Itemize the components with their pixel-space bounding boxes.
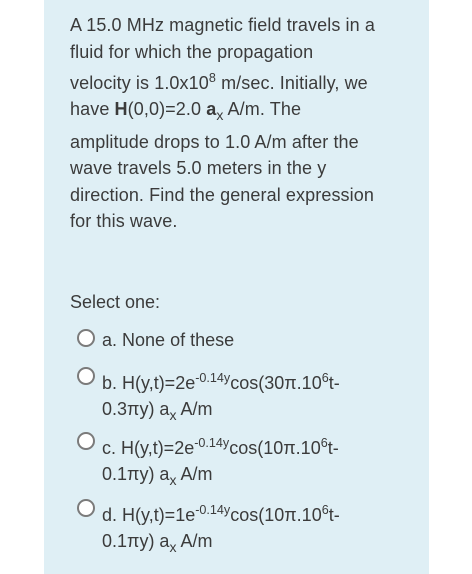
question-line: velocity is $1.0x10^8$ m/sec. Initially, we	[70, 71, 368, 93]
radio-button-c[interactable]	[77, 432, 95, 450]
radio-button-a[interactable]	[77, 329, 95, 347]
radio-button-d[interactable]	[77, 499, 95, 517]
option-a-label: a. None of these	[102, 330, 235, 350]
radio-button-b[interactable]	[77, 367, 95, 385]
question-line: amplitude drops to 1.0 A/m after the	[70, 131, 359, 152]
question-line: for this wave.	[70, 211, 178, 232]
question-line: wave travels 5.0 meters in the y	[70, 158, 327, 179]
option-c-label: c. $H(y,t)=2e^{-0.14y}\cos(10\pi.10^6t-$ 0.1πy) $a_x$ A/m	[102, 436, 339, 488]
question-line: direction. Find the general expression	[70, 184, 374, 205]
question-line: fluid for which the propagation	[70, 41, 314, 62]
question-text	[70, 12, 420, 235]
question-line: A 15.0 MHz magnetic field travels in a	[70, 15, 375, 35]
option-d-label: d. $H(y,t)=1e^{-0.14y}\cos(10\pi.10^6t-$ 0.1πy) $a_x$ A/m	[102, 503, 340, 555]
question-line: have H(0,0)=2.0 $a_x$ A/m. The	[70, 99, 302, 124]
select-one-label: Select one:	[70, 292, 161, 312]
option-b-label: b. $H(y,t)=2e^{-0.14y}\cos(30\pi.10^6t-$ 0.3πy) $a_x$ A/m	[102, 371, 340, 423]
